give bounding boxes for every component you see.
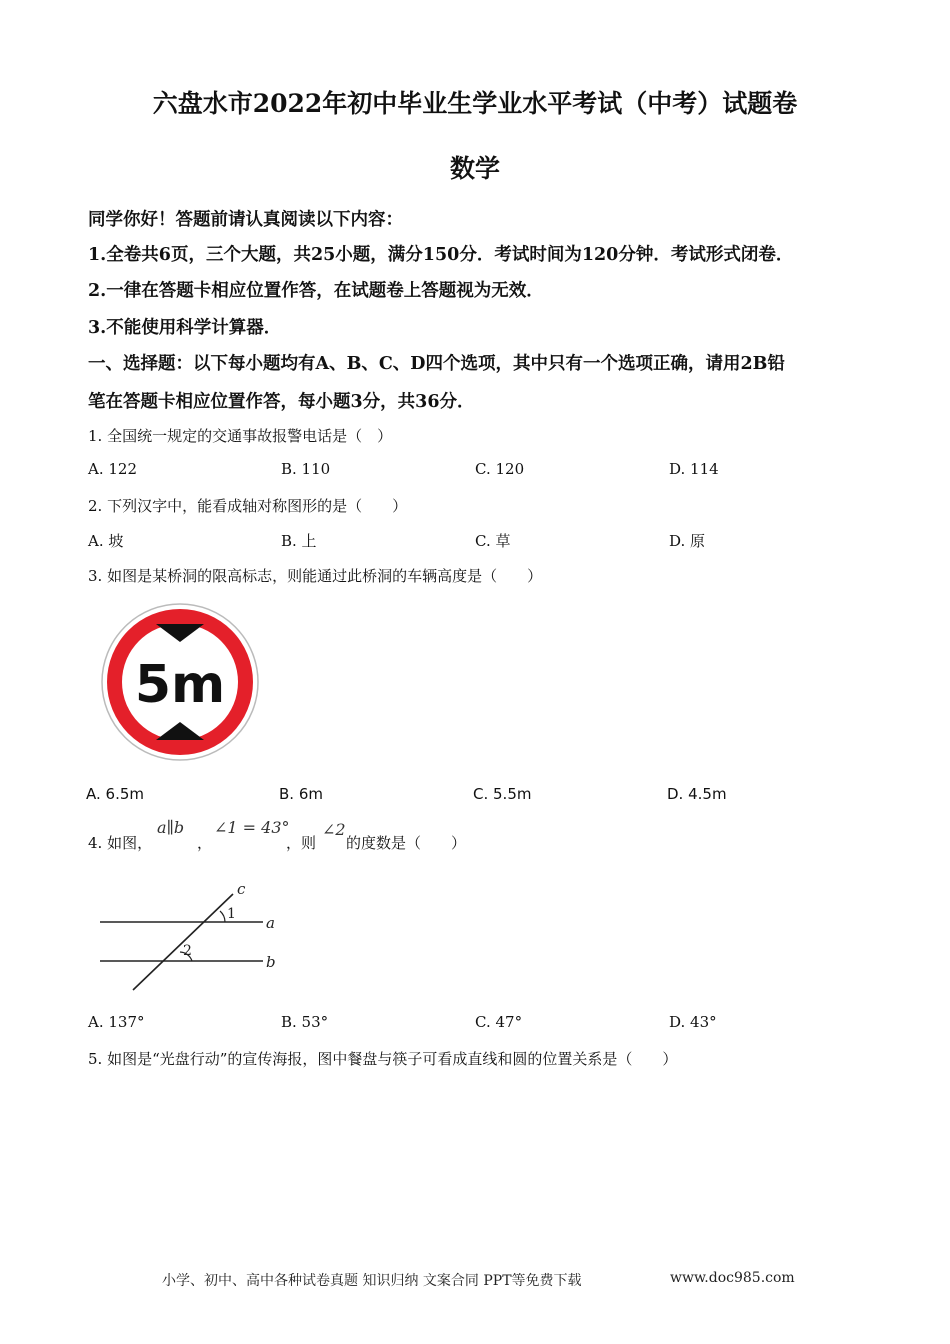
q2-option-b: B. 上 — [281, 532, 317, 550]
q2-option-a: A. 坡 — [88, 532, 124, 550]
question-1-text: 1. 全国统一规定的交通事故报警电话是（ ） — [88, 427, 393, 445]
instruction-item-2: 2.一律在答题卡相应位置作答，在试题卷上答题视为无效． — [88, 281, 544, 301]
q3-option-b: B. 6m — [279, 785, 323, 803]
q4-text-mid: ，则 — [286, 834, 317, 852]
label-c: c — [237, 880, 246, 898]
q1-option-c: C. 120 — [475, 460, 525, 478]
q4-angle2-expr: ∠2 — [322, 820, 346, 839]
q4-angle1-expr: ∠1 = 43° — [214, 818, 290, 837]
instruction-item-1: 1.全卷共6页，三个大题，共25小题，满分150分．考试时间为120分钟．考试形式闭卷． — [88, 245, 794, 265]
label-a: a — [266, 914, 275, 932]
q4-option-d: D. 43° — [669, 1013, 717, 1031]
line-c — [133, 894, 233, 990]
section-heading-line2: 笔在答题卡相应位置作答，每小题3分，共36分． — [88, 392, 475, 412]
question-5-text: 5. 如图是“光盘行动”的宣传海报，图中餐盘与筷子可看成直线和圆的位置关系是（ ） — [88, 1050, 678, 1068]
exam-subject: 数学 — [449, 154, 500, 183]
question-2-text: 2. 下列汉字中，能看成轴对称图形的是（ ） — [88, 497, 408, 515]
question-3-text: 3. 如图是某桥洞的限高标志，则能通过此桥洞的车辆高度是（ ） — [88, 567, 543, 585]
exam-title: 六盘水市2022年初中毕业生学业水平考试（中考）试题卷 — [152, 89, 798, 118]
q4-comma: ， — [197, 834, 213, 852]
q4-parallel-expr: a∥b — [157, 818, 185, 837]
q4-option-b: B. 53° — [281, 1013, 329, 1031]
footer-url[interactable]: www.doc985.com — [670, 1270, 795, 1286]
question-4-prefix: 4. 如图， — [88, 834, 153, 852]
q1-option-b: B. 110 — [281, 460, 331, 478]
instruction-item-3: 3.不能使用科学计算器． — [88, 318, 282, 338]
q4-text-suffix: 的度数是（ ） — [346, 834, 467, 852]
height-limit-sign — [100, 602, 260, 762]
sign-text: 5m — [134, 655, 226, 715]
q1-option-d: D. 114 — [669, 460, 719, 478]
section-heading-line1: 一、选择题：以下每小题均有A、B、C、D四个选项，其中只有一个选项正确，请用2B铅 — [88, 354, 785, 374]
q1-option-a: A. 122 — [88, 460, 137, 478]
label-b: b — [266, 953, 276, 971]
q4-option-a: A. 137° — [88, 1013, 145, 1031]
label-angle-1: 1 — [227, 906, 236, 922]
angle-1-arc — [220, 911, 225, 922]
q2-option-d: D. 原 — [669, 532, 706, 550]
q3-option-c: C. 5.5m — [473, 785, 532, 803]
q3-option-d: D. 4.5m — [667, 785, 727, 803]
q4-option-c: C. 47° — [475, 1013, 523, 1031]
q3-option-a: A. 6.5m — [86, 785, 145, 803]
instructions-greeting: 同学你好！答题前请认真阅读以下内容： — [88, 210, 403, 230]
parallel-lines-figure — [95, 878, 285, 998]
footer-text: 小学、初中、高中各种试卷真题 知识归纳 文案合同 PPT等免费下载 — [162, 1273, 582, 1289]
q2-option-c: C. 草 — [475, 532, 511, 550]
label-angle-2: 2 — [183, 943, 192, 959]
